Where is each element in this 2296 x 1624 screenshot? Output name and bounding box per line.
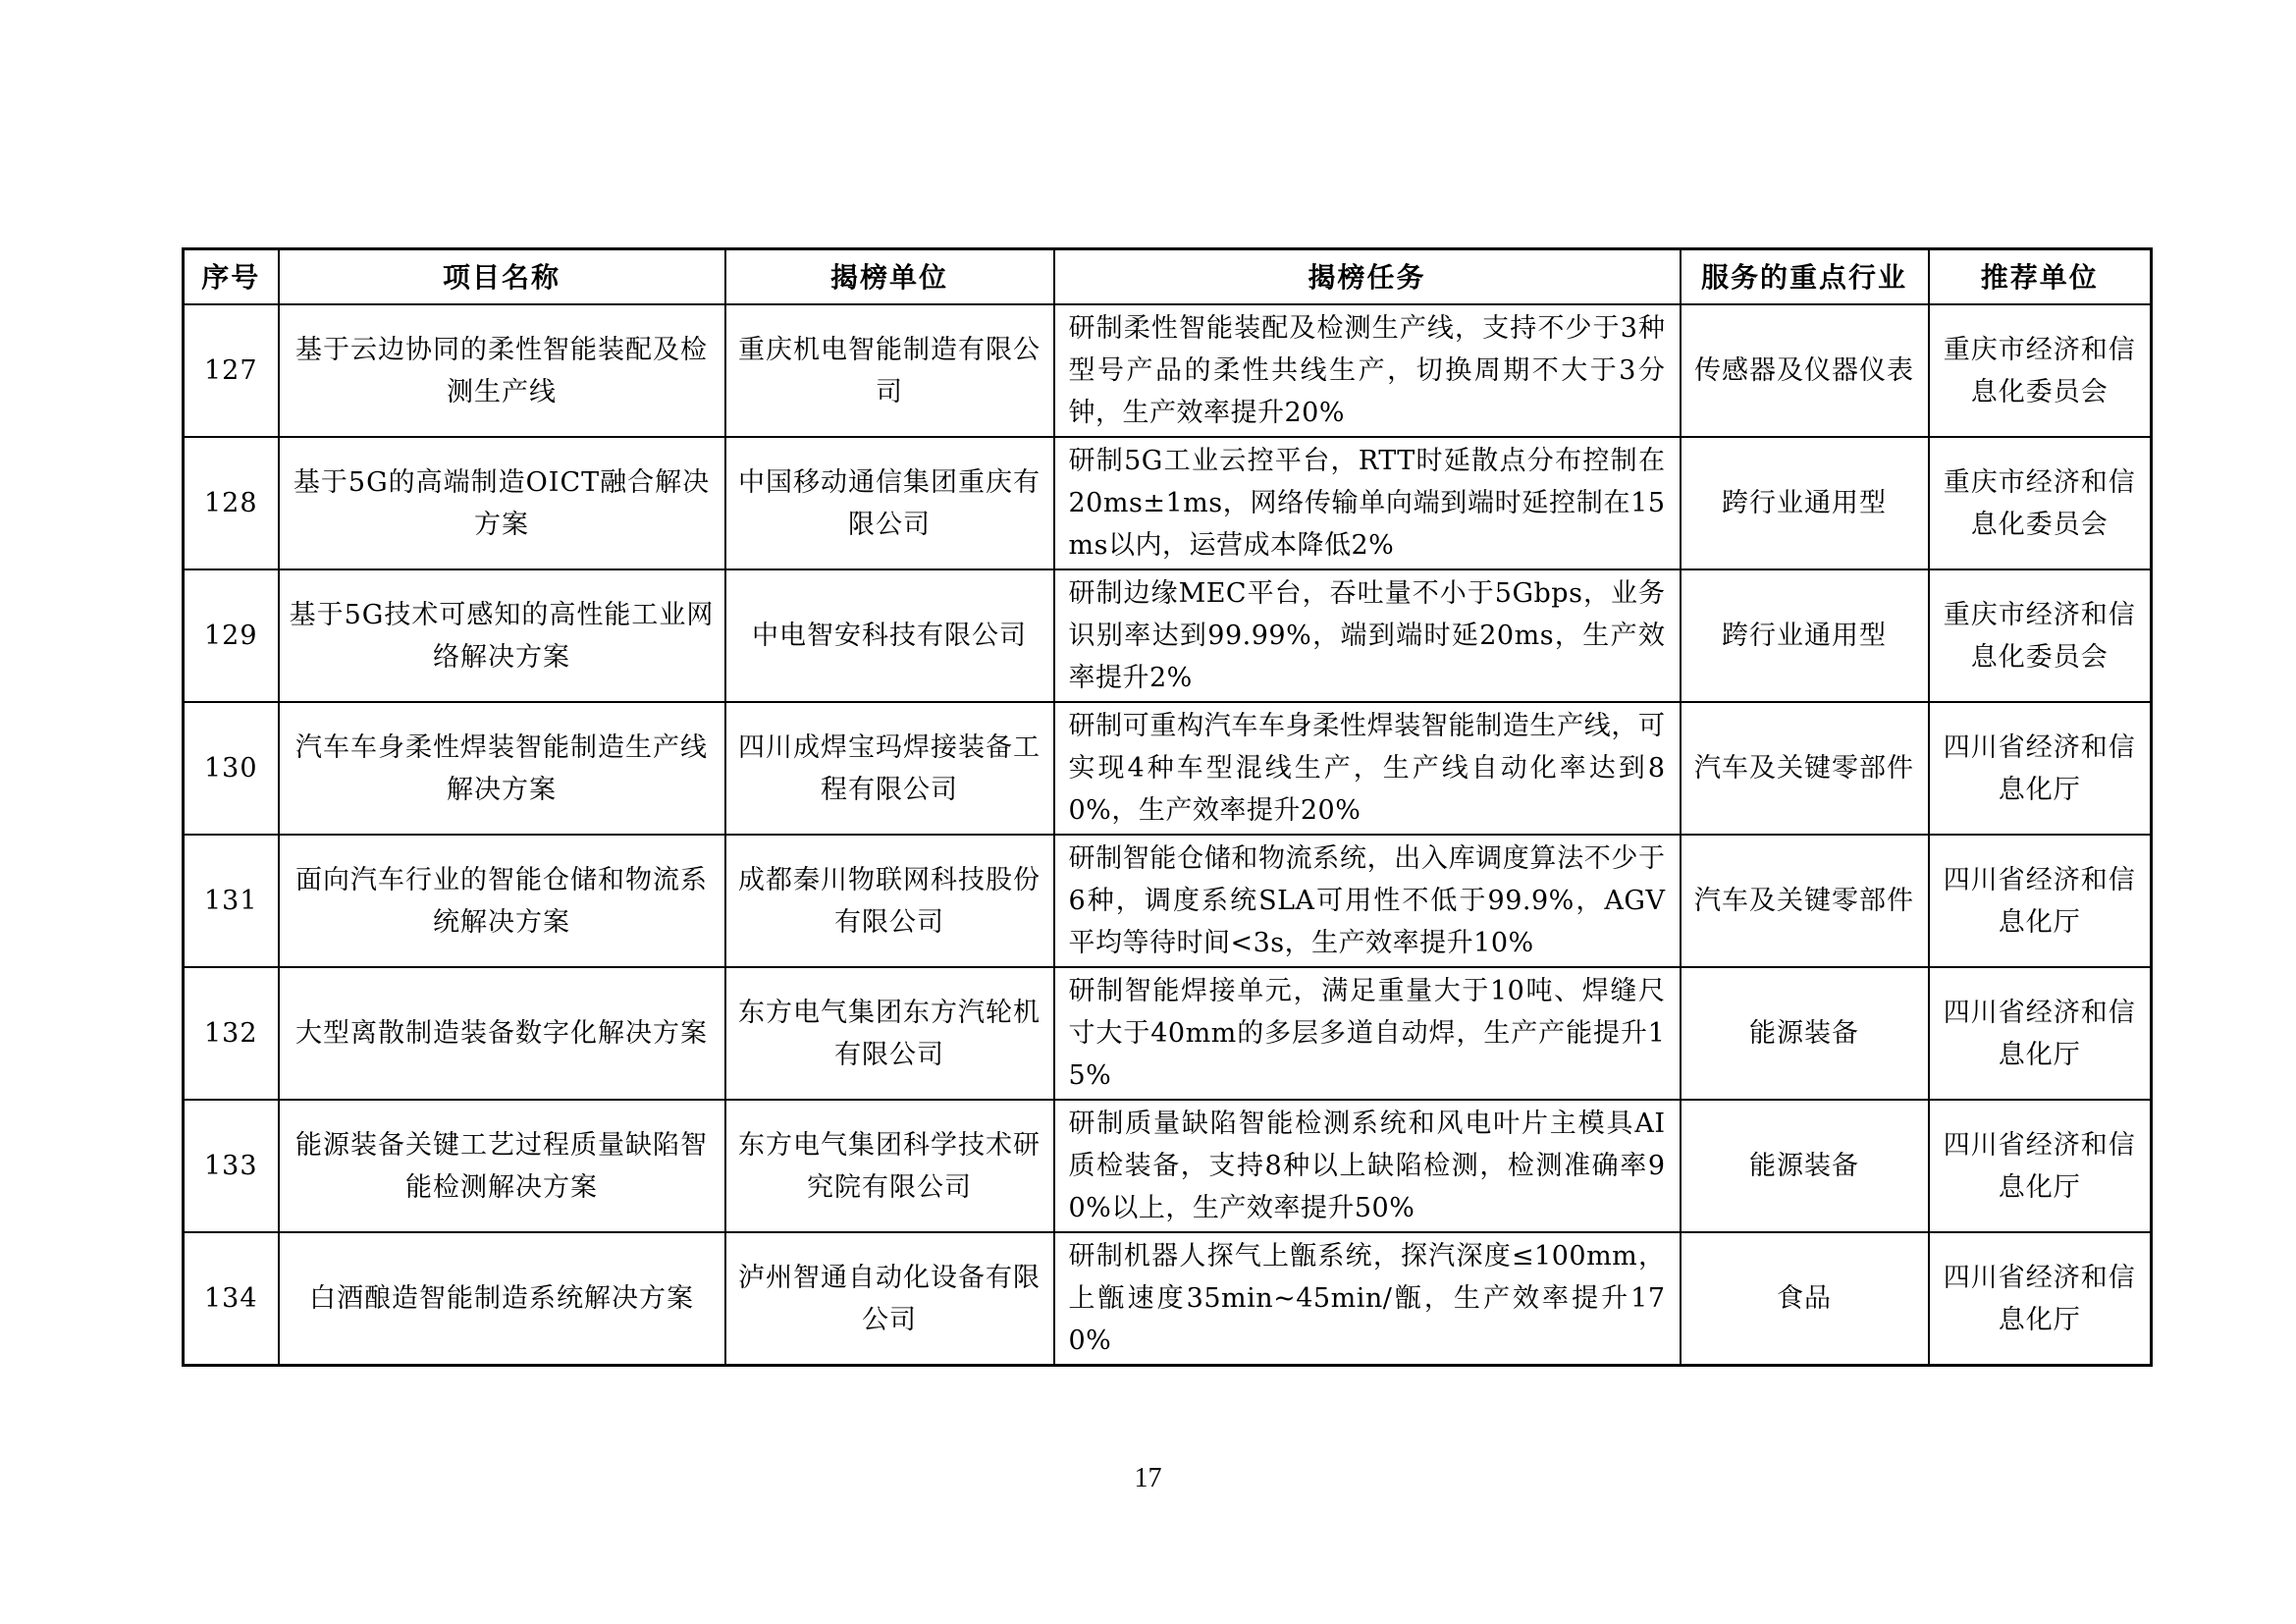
cell-task: 研制边缘MEC平台，吞吐量不小于5Gbps，业务识别率达到99.99%，端到端时延20ms，生产效率提升2% [1054, 569, 1681, 702]
header-industry: 服务的重点行业 [1681, 249, 1929, 305]
table-header-row [184, 249, 2152, 305]
table-row [184, 1100, 2152, 1232]
cell-industry: 传感器及仪器仪表 [1681, 304, 1929, 437]
cell-seq: 134 [184, 1232, 279, 1366]
cell-project-name: 基于云边协同的柔性智能装配及检测生产线 [279, 304, 725, 437]
cell-unit: 成都秦川物联网科技股份有限公司 [725, 835, 1054, 967]
cell-recommender: 四川省经济和信息化厅 [1929, 1100, 2152, 1232]
cell-project-name: 大型离散制造装备数字化解决方案 [279, 967, 725, 1100]
cell-unit: 泸州智通自动化设备有限公司 [725, 1232, 1054, 1366]
table-row [184, 569, 2152, 702]
cell-project-name: 能源装备关键工艺过程质量缺陷智能检测解决方案 [279, 1100, 725, 1232]
table-row [184, 304, 2152, 437]
page-number: 17 [1134, 1463, 1162, 1493]
cell-task: 研制智能仓储和物流系统，出入库调度算法不少于6种，调度系统SLA可用性不低于99.9%，AGV平均等待时间<3s，生产效率提升10% [1054, 835, 1681, 967]
table-row [184, 835, 2152, 967]
cell-recommender: 重庆市经济和信息化委员会 [1929, 437, 2152, 569]
project-table [182, 247, 2153, 1367]
table-row [184, 702, 2152, 835]
cell-task: 研制5G工业云控平台，RTT时延散点分布控制在20ms±1ms，网络传输单向端到端时延控制在15ms以内，运营成本降低2% [1054, 437, 1681, 569]
cell-unit: 东方电气集团科学技术研究院有限公司 [725, 1100, 1054, 1232]
table-row [184, 1232, 2152, 1366]
cell-project-name: 汽车车身柔性焊装智能制造生产线解决方案 [279, 702, 725, 835]
cell-seq: 130 [184, 702, 279, 835]
cell-project-name: 基于5G技术可感知的高性能工业网络解决方案 [279, 569, 725, 702]
cell-project-name: 白酒酿造智能制造系统解决方案 [279, 1232, 725, 1366]
cell-recommender: 重庆市经济和信息化委员会 [1929, 569, 2152, 702]
cell-task: 研制可重构汽车车身柔性焊装智能制造生产线，可实现4种车型混线生产，生产线自动化率达到80%，生产效率提升20% [1054, 702, 1681, 835]
cell-unit: 东方电气集团东方汽轮机有限公司 [725, 967, 1054, 1100]
header-seq: 序号 [184, 249, 279, 305]
table-row [184, 967, 2152, 1100]
cell-seq: 127 [184, 304, 279, 437]
cell-task: 研制柔性智能装配及检测生产线，支持不少于3种型号产品的柔性共线生产，切换周期不大于3分钟，生产效率提升20% [1054, 304, 1681, 437]
cell-task: 研制智能焊接单元，满足重量大于10吨、焊缝尺寸大于40mm的多层多道自动焊，生产产能提升15% [1054, 967, 1681, 1100]
cell-industry: 汽车及关键零部件 [1681, 702, 1929, 835]
cell-recommender: 四川省经济和信息化厅 [1929, 835, 2152, 967]
cell-industry: 汽车及关键零部件 [1681, 835, 1929, 967]
cell-project-name: 面向汽车行业的智能仓储和物流系统解决方案 [279, 835, 725, 967]
cell-industry: 能源装备 [1681, 967, 1929, 1100]
cell-seq: 133 [184, 1100, 279, 1232]
cell-recommender: 四川省经济和信息化厅 [1929, 967, 2152, 1100]
table-row [184, 437, 2152, 569]
cell-unit: 中国移动通信集团重庆有限公司 [725, 437, 1054, 569]
header-project-name: 项目名称 [279, 249, 725, 305]
cell-industry: 能源装备 [1681, 1100, 1929, 1232]
cell-unit: 四川成焊宝玛焊接装备工程有限公司 [725, 702, 1054, 835]
cell-unit: 重庆机电智能制造有限公司 [725, 304, 1054, 437]
cell-project-name: 基于5G的高端制造OICT融合解决方案 [279, 437, 725, 569]
cell-seq: 128 [184, 437, 279, 569]
cell-seq: 129 [184, 569, 279, 702]
cell-task: 研制机器人探气上甑系统，探汽深度≤100mm，上甑速度35min~45min/甑，生产效率提升170% [1054, 1232, 1681, 1366]
cell-industry: 跨行业通用型 [1681, 437, 1929, 569]
cell-recommender: 重庆市经济和信息化委员会 [1929, 304, 2152, 437]
cell-recommender: 四川省经济和信息化厅 [1929, 1232, 2152, 1366]
cell-unit: 中电智安科技有限公司 [725, 569, 1054, 702]
cell-recommender: 四川省经济和信息化厅 [1929, 702, 2152, 835]
header-unit: 揭榜单位 [725, 249, 1054, 305]
header-task: 揭榜任务 [1054, 249, 1681, 305]
header-recommender: 推荐单位 [1929, 249, 2152, 305]
cell-industry: 食品 [1681, 1232, 1929, 1366]
cell-seq: 132 [184, 967, 279, 1100]
cell-seq: 131 [184, 835, 279, 967]
cell-task: 研制质量缺陷智能检测系统和风电叶片主模具AI质检装备，支持8种以上缺陷检测，检测准确率90%以上，生产效率提升50% [1054, 1100, 1681, 1232]
cell-industry: 跨行业通用型 [1681, 569, 1929, 702]
